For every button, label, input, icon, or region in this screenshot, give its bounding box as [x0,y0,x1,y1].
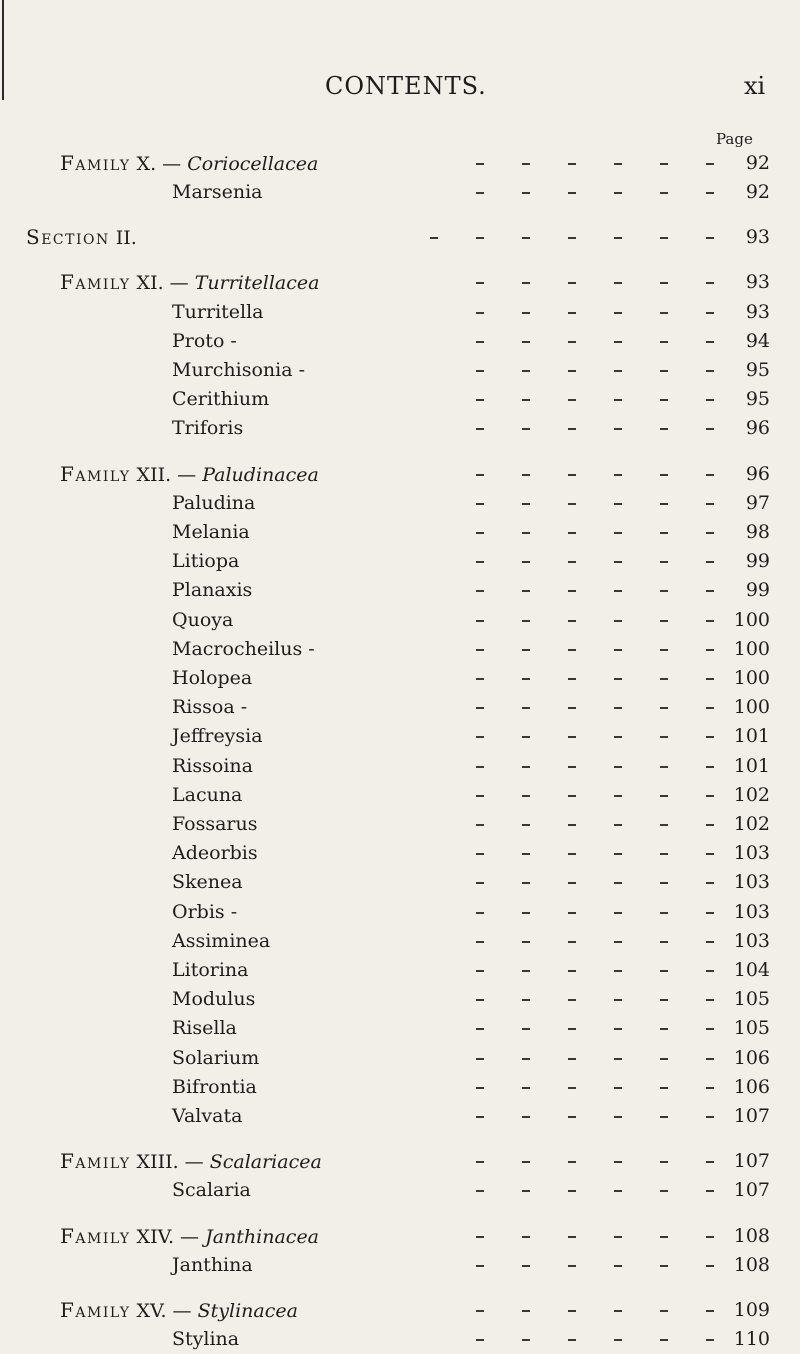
page-number: 100 [733,637,770,660]
leader-dashes [470,1324,750,1354]
family-prefix: Family [60,270,131,295]
page-number: 106 [733,1046,770,1069]
toc-genus-row [0,605,800,635]
page-number: 103 [733,842,770,865]
toc-genus-row [0,1072,800,1102]
genus-name: Litorina [172,959,249,981]
section-heading [26,222,137,253]
leader-dashes [470,634,750,664]
page-number: 107 [733,1179,770,1202]
toc-genus-row [0,1250,800,1280]
family-numeral: XIV. — [136,1225,200,1248]
page-number: 99 [745,579,770,602]
genus-name: Janthina [172,1253,253,1276]
page-folio: xi [744,72,766,100]
leader-dashes [470,1101,750,1131]
leader-dashes [470,517,750,547]
genus-name: Paludina [172,491,256,514]
genus-name: Macrocheilus - [172,637,315,660]
leader-dashes [470,780,750,810]
family-heading [60,1295,298,1326]
leader-dashes [470,867,750,897]
genus-name: Fossarus [172,813,258,835]
page-number: 92 [745,181,770,204]
page-number: 96 [745,417,770,440]
family-heading [60,148,318,179]
leader-dashes [470,1295,750,1325]
genus-name: Modulus [172,988,256,1011]
section-prefix: Section [26,225,110,250]
toc-genus-row [0,1043,800,1073]
genus-name: Proto - [172,329,237,352]
family-numeral: XV. — [136,1300,192,1322]
genus-name: Lacuna [172,783,243,806]
genus-name: Jeffreysia [172,725,263,748]
page-number: 95 [745,388,770,411]
genus-name: Rissoa - [172,696,248,719]
page-number: 107 [733,1150,770,1173]
toc-genus-row [0,488,800,518]
page-number: 109 [733,1299,770,1321]
leader-dashes [470,809,750,839]
genus-name: Rissoina [172,754,253,777]
toc-genus-row [0,517,800,547]
toc-family-row [0,1221,800,1251]
leader-dashes [470,413,750,443]
page-number: 97 [745,491,770,514]
toc-genus-row [0,1324,800,1354]
toc-family-row [0,148,800,178]
page-number: 105 [733,1017,770,1040]
genus-name: Turritella [172,300,264,323]
page-number: 105 [733,988,770,1011]
family-name: Janthinacea [199,1225,320,1248]
toc-section-row [0,222,800,252]
toc-family-row [0,1295,800,1325]
genus-name: Stylina [172,1328,240,1351]
page-number: 102 [733,783,770,806]
leader-dashes [470,926,750,956]
toc-genus-row [0,575,800,605]
leader-dashes [470,721,750,751]
page-number: 103 [733,900,770,923]
genus-name: Risella [172,1017,237,1040]
family-numeral: XII. — [136,463,197,486]
page-number: 100 [733,667,770,689]
family-prefix: Family [60,1149,131,1174]
family-prefix: Family [60,1223,131,1248]
leader-dashes [470,1250,750,1280]
family-prefix: Family [60,151,131,175]
toc-genus-row [0,809,800,839]
leader-dashes [470,177,750,207]
family-numeral: XI. — [136,272,189,295]
genus-name: Melania [172,521,250,543]
family-name: Paludinacea [196,463,319,486]
leader-dashes [470,1043,750,1073]
page-number: 100 [733,608,770,631]
leader-dashes [470,1175,750,1205]
toc-genus-row [0,926,800,956]
leader-dashes [470,326,750,356]
family-numeral: X. — [136,153,182,175]
toc-genus-row [0,780,800,810]
toc-genus-row [0,1013,800,1043]
leader-dashes [470,838,750,868]
genus-name: Assiminea [172,929,271,952]
toc-genus-row [0,692,800,722]
leader-dashes [470,1013,750,1043]
leader-dashes [470,1072,750,1102]
page-number: 103 [733,871,770,894]
page-number: 94 [745,329,770,352]
page-number: 98 [745,521,770,543]
toc-family-row [0,267,800,297]
toc-genus-row [0,355,800,385]
genus-name: Solarium [172,1046,260,1069]
genus-name: Skenea [172,871,243,894]
leader-dashes [470,488,750,518]
toc-genus-row [0,984,800,1014]
page-number: 102 [733,813,770,835]
page-number: 107 [733,1105,770,1127]
page-header [0,72,800,102]
family-heading [60,267,319,298]
leader-dashes [470,955,750,985]
toc-genus-row [0,751,800,781]
page-number: 101 [733,754,770,777]
genus-name: Litiopa [172,550,240,573]
toc-genus-row [0,384,800,414]
leader-dashes [470,984,750,1014]
page-number: 95 [745,359,770,381]
toc-genus-row [0,297,800,327]
page-number: 96 [745,462,770,485]
toc-family-row [0,459,800,489]
toc-genus-row [0,634,800,664]
page-number: 99 [745,550,770,573]
leader-dashes [470,459,750,489]
leader-dashes [470,222,750,252]
leader-dashes [470,605,750,635]
leader-dashes [470,148,750,178]
page-number: 101 [733,725,770,748]
toc-genus-row [0,1175,800,1205]
leader-dashes [470,692,750,722]
genus-name: Cerithium [172,388,270,411]
family-heading [60,1146,322,1177]
page-title: CONTENTS. [325,72,487,100]
family-prefix: Family [60,1298,131,1322]
leader-dashes [470,663,750,693]
leader-dashes [470,297,750,327]
page-number: 92 [745,152,770,174]
genus-name: Holopea [172,667,253,689]
toc-genus-row [0,721,800,751]
section-numeral: II. [115,227,137,250]
family-name: Turritellacea [188,272,320,295]
leader-dashes [470,355,750,385]
page-number: 104 [733,959,770,981]
genus-name: Quoya [172,608,234,631]
leader-dashes [470,575,750,605]
toc-genus-row [0,326,800,356]
family-name: Stylinacea [191,1300,298,1322]
page-number: 93 [745,300,770,323]
toc-genus-row [0,546,800,576]
leader-dashes [470,546,750,576]
genus-name: Planaxis [172,579,253,602]
toc-genus-row [0,413,800,443]
page-number: 100 [733,696,770,719]
family-name: Scalariacea [203,1151,322,1174]
toc-family-row [0,1146,800,1176]
toc-genus-row [0,838,800,868]
genus-name: Murchisonia - [172,359,306,381]
page-number: 106 [733,1075,770,1098]
page-number: 108 [733,1253,770,1276]
genus-name: Bifrontia [172,1075,257,1098]
page-number: 93 [745,226,770,249]
genus-name: Triforis [172,417,244,440]
family-name: Coriocellacea [181,153,319,175]
leader-dashes [470,1146,750,1176]
leader-dashes [470,751,750,781]
toc-genus-row [0,897,800,927]
toc-genus-row [0,955,800,985]
page-number: 108 [733,1224,770,1247]
leader-dashes [470,384,750,414]
toc-genus-row [0,1101,800,1131]
leader-dashes [470,1221,750,1251]
genus-name: Valvata [172,1105,243,1127]
page-number: 110 [733,1328,770,1351]
genus-name: Orbis - [172,900,238,923]
genus-name: Scalaria [172,1179,251,1202]
page-column-label: Page [716,130,753,148]
page-number: 103 [733,929,770,952]
toc-genus-row [0,663,800,693]
leader-dashes [470,897,750,927]
family-heading [60,459,319,490]
family-prefix: Family [60,461,131,486]
toc-genus-row [0,177,800,207]
genus-name: Marsenia [172,181,263,204]
toc-genus-row [0,867,800,897]
family-heading [60,1221,319,1252]
page-number: 93 [745,271,770,294]
leader-dashes [470,267,750,297]
genus-name: Adeorbis [172,842,258,865]
family-numeral: XIII. — [136,1151,204,1174]
